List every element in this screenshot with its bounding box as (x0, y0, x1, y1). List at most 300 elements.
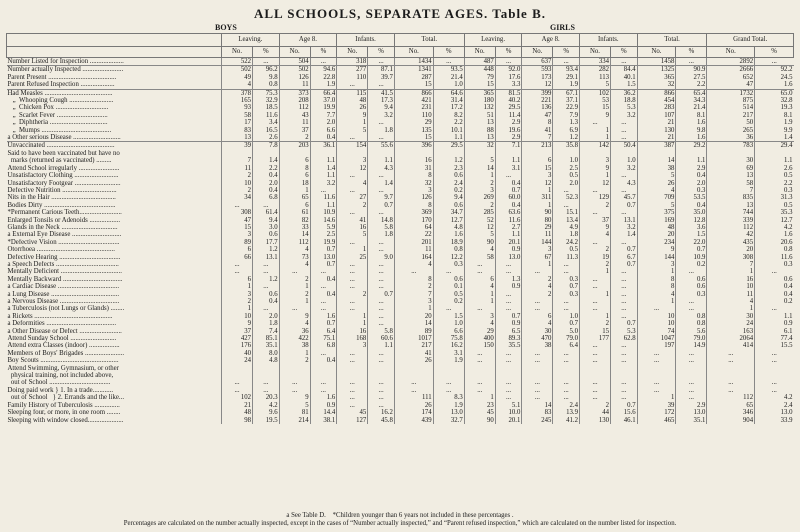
table-cell: 217 (707, 112, 755, 119)
table-cell: 0.4 (755, 291, 794, 298)
table-cell (522, 150, 553, 157)
row-label: Unvaccinated ........................................ (7, 142, 222, 150)
table-cell: 9 (579, 165, 610, 172)
table-cell: 6 (222, 276, 253, 283)
table-cell: 2.5 (553, 165, 580, 172)
table-cell: 2 (222, 298, 253, 305)
table-cell: 29 (464, 328, 495, 335)
table-cell: 0.6 (433, 172, 464, 179)
table-cell (579, 150, 610, 157)
table-cell: 14 (279, 231, 310, 238)
table-cell: 29 (522, 224, 553, 231)
table-cell: 4.8 (433, 224, 464, 231)
table-cell: 65.4 (676, 89, 707, 97)
table-cell: 0.7 (495, 187, 522, 194)
table-cell: 144 (522, 239, 553, 246)
table-cell: 90.9 (676, 66, 707, 74)
table-cell: 110 (394, 112, 433, 119)
table-cell: ... (553, 261, 580, 268)
table-cell: 0.7 (310, 320, 337, 327)
table-cell: ... (337, 379, 368, 386)
table-cell: 1.1 (310, 157, 337, 164)
table-cell: 0.7 (611, 402, 638, 409)
table-cell: 15 (579, 104, 610, 111)
group-header: Age 8. (279, 34, 337, 47)
table-cell: 14 (464, 165, 495, 172)
table-cell: 51 (464, 112, 495, 119)
table-cell: 11.6 (310, 194, 337, 201)
table-cell: 75.8 (433, 335, 464, 342)
table-cell: ... (637, 379, 676, 386)
table-cell: 285 (464, 209, 495, 216)
table-cell: ... (253, 283, 280, 290)
table-cell: 2.0 (310, 119, 337, 126)
table-cell: 1 (222, 283, 253, 290)
table-cell: 0.4 (310, 134, 337, 142)
table-cell: 2.7 (495, 224, 522, 231)
table-cell: 41 (394, 350, 433, 357)
table-cell: 2.4 (433, 180, 464, 187)
table-cell: 2666 (707, 66, 755, 74)
table-cell: ... (464, 350, 495, 357)
table-cell: ... (337, 298, 368, 305)
table-row (7, 335, 794, 342)
table-cell: 308 (707, 254, 755, 261)
table-cell: 4.3 (611, 180, 638, 187)
row-label: Enlarged Tonsils or Adenoids .................. (7, 216, 121, 224)
table-cell: ... (368, 394, 395, 401)
table-cell: ... (611, 357, 638, 364)
table-cell: ... (522, 387, 553, 394)
table-cell: ... (279, 268, 310, 275)
table-cell: 92.2 (755, 66, 794, 74)
row-label: physical training, not included above, (7, 372, 114, 380)
table-cell: 502 (222, 66, 253, 74)
table-cell: 2.0 (253, 180, 280, 187)
table-cell: ... (337, 268, 368, 275)
table-cell: ... (433, 58, 464, 66)
table-cell: 3.2 (611, 224, 638, 231)
table-cell: 1 (637, 268, 676, 275)
row-label: Glands in the Neck ................................. (7, 223, 118, 231)
table-cell: 8 (394, 276, 433, 283)
table-cell: 64 (394, 224, 433, 231)
table-cell: 448 (464, 66, 495, 74)
table-cell: 5 (637, 202, 676, 209)
table-cell: ... (433, 387, 464, 394)
table-cell: 375 (637, 209, 676, 216)
table-cell: 84.4 (611, 66, 638, 74)
table-cell: 132 (464, 104, 495, 111)
table-cell: 20 (637, 231, 676, 238)
table-cell (394, 365, 433, 372)
table-cell: ... (495, 58, 522, 66)
table-cell: 1.6 (676, 134, 707, 142)
table-cell: 20.3 (253, 394, 280, 401)
table-cell: 504 (279, 58, 310, 66)
table-cell: 14 (522, 402, 553, 409)
row-label: a Lung Disease ........................................ (7, 290, 120, 298)
table-cell: 26 (394, 357, 433, 364)
table-cell: ... (579, 239, 610, 246)
table-cell: 10.0 (495, 409, 522, 416)
table-cell: ... (337, 81, 368, 89)
table-cell: 22.9 (553, 104, 580, 111)
table-cell: 60.6 (368, 335, 395, 342)
table-cell: 4.3 (368, 165, 395, 172)
table-cell: 1.1 (755, 313, 794, 320)
table-cell: 37 (279, 127, 310, 134)
table-row (7, 409, 794, 416)
table-cell: 6.4 (553, 342, 580, 349)
table-cell: 170 (394, 217, 433, 224)
row-label: Members of Boys' Brigades ....................... (7, 349, 125, 357)
table-cell: 0.4 (310, 357, 337, 364)
table-cell: 0.7 (611, 246, 638, 253)
table-cell: 4.2 (253, 402, 280, 409)
table-cell: 11 (279, 119, 310, 126)
table-cell: ... (368, 209, 395, 216)
table-cell (337, 372, 368, 379)
table-cell: 0.3 (433, 261, 464, 268)
table-cell: 0.8 (755, 246, 794, 253)
table-cell: 40.1 (611, 74, 638, 81)
table-cell: 1.9 (755, 119, 794, 126)
table-cell: 0.3 (676, 291, 707, 298)
table-row (7, 127, 794, 134)
table-cell: ... (676, 350, 707, 357)
table-cell: 7.1 (495, 142, 522, 150)
table-cell: ... (611, 350, 638, 357)
table-cell: 110 (337, 74, 368, 81)
row-label: Attend School irregularly ........................ (7, 164, 120, 172)
table-cell: 245 (522, 417, 553, 424)
table-cell (464, 150, 495, 157)
table-cell: 2892 (707, 58, 755, 66)
table-cell: 75.3 (253, 89, 280, 97)
table-cell: 16.5 (253, 127, 280, 134)
page-title: ALL SCHOOLS, SEPARATE AGES. Table B. (254, 6, 546, 21)
table-cell: 231 (394, 104, 433, 111)
table-cell: 1.4 (611, 231, 638, 238)
row-label: Defective Nutrition ................................ (7, 186, 117, 194)
table-cell: 34 (222, 194, 253, 201)
table-cell: 1 (579, 313, 610, 320)
table-cell: ... (579, 350, 610, 357)
table-cell (755, 150, 794, 157)
table-cell: 8 (394, 202, 433, 209)
table-cell: 0.9 (310, 402, 337, 409)
table-cell: 16 (337, 328, 368, 335)
table-cell: 102 (222, 394, 253, 401)
table-cell: 11.3 (553, 254, 580, 261)
row-label: Attend Sunday School ........................... (7, 335, 117, 343)
table-cell: 163 (707, 328, 755, 335)
table-cell: 14.6 (310, 217, 337, 224)
table-cell: 465 (637, 417, 676, 424)
table-body (7, 58, 794, 424)
table-cell: 93.4 (553, 66, 580, 74)
table-cell: 6.9 (553, 127, 580, 134)
table-cell: 12 (579, 180, 610, 187)
table-cell: ... (553, 387, 580, 394)
table-cell: 1 (637, 298, 676, 305)
table-row (7, 134, 794, 142)
sub-header: No. (337, 47, 368, 58)
table-cell: 1.1 (495, 157, 522, 164)
table-cell: 2 (222, 172, 253, 179)
table-cell: ... (222, 261, 253, 268)
table-cell: ... (310, 283, 337, 290)
table-cell: ... (368, 379, 395, 386)
table-cell: 2 (522, 276, 553, 283)
table-cell (279, 365, 310, 372)
table-cell: 5.9 (310, 224, 337, 231)
table-cell: 7 (222, 157, 253, 164)
table-cell: 150 (464, 342, 495, 349)
table-cell: 13.4 (553, 217, 580, 224)
table-cell: 11.6 (495, 217, 522, 224)
table-cell: 1.5 (611, 81, 638, 89)
table-cell: 24.2 (553, 239, 580, 246)
table-cell: 115 (337, 89, 368, 97)
table-cell: 55.6 (368, 142, 395, 150)
table-cell: 454 (637, 97, 676, 104)
table-cell: 1458 (637, 58, 676, 66)
table-cell: 17.7 (253, 239, 280, 246)
table-cell: 3.0 (253, 224, 280, 231)
table-cell: 41 (522, 127, 553, 134)
table-cell: 652 (707, 74, 755, 81)
row-label: „ Chicken Pox ............................... (7, 104, 109, 112)
table-cell: 365 (637, 74, 676, 81)
table-cell: 2.3 (433, 165, 464, 172)
table-row (7, 305, 794, 312)
table-cell: 32 (464, 142, 495, 150)
table-cell: 4 (707, 298, 755, 305)
table-cell: ... (611, 187, 638, 194)
table-cell: 3 (637, 261, 676, 268)
table-cell: 17 (222, 119, 253, 126)
table-row (7, 342, 794, 349)
table-cell: 12.8 (676, 217, 707, 224)
table-cell (553, 150, 580, 157)
table-cell: 79 (464, 74, 495, 81)
table-row (7, 365, 794, 372)
table-cell: 3.4 (253, 119, 280, 126)
table-cell: 17.2 (433, 104, 464, 111)
table-cell: ... (579, 305, 610, 312)
table-cell: ... (368, 298, 395, 305)
table-cell: 414 (707, 342, 755, 349)
table-cell: 0.3 (755, 261, 794, 268)
table-cell: 1.9 (433, 402, 464, 409)
table-cell: 208 (279, 97, 310, 104)
table-cell: 164 (394, 254, 433, 261)
table-cell: ... (579, 187, 610, 194)
table-cell: 41.2 (553, 417, 580, 424)
table-cell: 5.3 (611, 104, 638, 111)
sub-header: No. (579, 47, 610, 58)
sub-header: % (611, 47, 638, 58)
row-label: Parent Present ........................................ (7, 73, 117, 81)
table-cell: 0.8 (433, 246, 464, 253)
table-cell: 3 (522, 246, 553, 253)
table-cell: 9 (579, 224, 610, 231)
table-cell: 5.8 (368, 224, 395, 231)
table-row (7, 254, 794, 261)
table-cell: ... (495, 357, 522, 364)
row-label: Attend Swimming, Gymnasium, or other (7, 364, 119, 372)
table-cell: 50 (707, 119, 755, 126)
table-cell: 2 (579, 320, 610, 327)
table-cell: 6.6 (310, 127, 337, 134)
table-cell: 0.4 (310, 291, 337, 298)
footnote: a See Table D. *Children younger than 6 years not included in these percentages . (286, 512, 514, 519)
sub-header: No. (394, 47, 433, 58)
table-cell: 1 (279, 187, 310, 194)
table-cell: 19.3 (755, 104, 794, 111)
table-cell: 9.4 (368, 104, 395, 111)
table-cell: ... (611, 268, 638, 275)
table-row (7, 261, 794, 268)
table-cell: 1 (522, 202, 553, 209)
table-cell: 16 (707, 276, 755, 283)
table-cell: 0.3 (755, 187, 794, 194)
table-cell: 15 (579, 328, 610, 335)
table-cell: ... (611, 209, 638, 216)
table-cell: ... (676, 298, 707, 305)
row-label: Said to have been vaccinated but have no (7, 149, 120, 157)
table-cell: 79.0 (553, 335, 580, 342)
table-cell: 25 (337, 254, 368, 261)
table-cell: ... (337, 350, 368, 357)
table-cell: 85.1 (253, 335, 280, 342)
table-cell: ... (310, 187, 337, 194)
row-label: a Speech Defects ..................................... (7, 260, 119, 268)
table-cell: ... (611, 119, 638, 126)
table-cell: 0.6 (676, 283, 707, 290)
table-cell: ... (755, 268, 794, 275)
table-cell: 89 (394, 328, 433, 335)
table-cell: 15 (464, 81, 495, 89)
table-cell: ... (611, 172, 638, 179)
table-cell: 1.3 (553, 119, 580, 126)
table-cell: 0.4 (676, 202, 707, 209)
table-cell (464, 365, 495, 372)
table-cell: ... (464, 268, 495, 275)
table-cell: 6 (279, 157, 310, 164)
table-cell: 48 (637, 224, 676, 231)
table-cell: 38 (637, 165, 676, 172)
table-cell: 0.5 (433, 291, 464, 298)
table-cell: 1 (279, 350, 310, 357)
table-cell: 1.1 (495, 231, 522, 238)
table-cell: 22.8 (310, 74, 337, 81)
table-cell: 1 (337, 246, 368, 253)
table-cell: 13.0 (310, 254, 337, 261)
table-cell: 422 (279, 335, 310, 342)
table-cell: 19.9 (310, 104, 337, 111)
table-cell: 5.6 (676, 328, 707, 335)
table-row (7, 387, 794, 394)
table-cell: ... (495, 298, 522, 305)
table-cell: ... (222, 379, 253, 386)
table-row (7, 328, 794, 335)
row-label: „ Whooping Cough .......................... (7, 97, 114, 105)
table-cell: 90 (522, 209, 553, 216)
table-cell: ... (553, 305, 580, 312)
table-cell: ... (611, 379, 638, 386)
sub-header: No. (522, 47, 553, 58)
table-cell: 8 (279, 165, 310, 172)
table-cell: 4.2 (755, 394, 794, 401)
table-cell: 13 (464, 134, 495, 142)
table-cell (337, 150, 368, 157)
table-cell (755, 372, 794, 379)
table-cell: 0.6 (433, 202, 464, 209)
table-cell: ... (310, 379, 337, 386)
table-cell (222, 150, 253, 157)
table-cell: ... (253, 261, 280, 268)
table-cell: 6 (279, 172, 310, 179)
table-cell: 10 (707, 283, 755, 290)
table-cell: ... (337, 357, 368, 364)
table-cell: 1 (522, 187, 553, 194)
table-cell: 52.3 (553, 194, 580, 201)
table-cell: 50.4 (611, 142, 638, 150)
table-cell: 0.7 (310, 261, 337, 268)
boys-heading: BOYS (215, 23, 237, 32)
table-cell: ... (553, 268, 580, 275)
table-cell: ... (464, 379, 495, 386)
table-cell: 8.0 (253, 350, 280, 357)
sub-header: No. (637, 47, 676, 58)
table-cell: 0.5 (553, 246, 580, 253)
table-cell: 5 (337, 127, 368, 134)
table-cell: 11 (522, 231, 553, 238)
table-cell: 65 (279, 194, 310, 201)
table-cell: 10.9 (676, 254, 707, 261)
table-cell: 130 (637, 127, 676, 134)
row-label: Sleeping with window closed..................... (7, 416, 124, 424)
table-cell: ... (611, 58, 638, 66)
table-cell: 1 (464, 291, 495, 298)
table-cell: 277 (337, 66, 368, 74)
table-cell: 0.7 (676, 246, 707, 253)
table-cell: 1047 (637, 335, 676, 342)
table-cell: ... (676, 268, 707, 275)
table-cell: 62.8 (611, 335, 638, 342)
table-cell: 1.3 (495, 276, 522, 283)
table-cell: 346 (707, 409, 755, 416)
row-label: a Tuberculosis (not Lungs or Glands) ........ (7, 305, 125, 313)
table-cell: ... (522, 394, 553, 401)
group-header: Infants. (337, 34, 395, 47)
table-cell: 0.1 (433, 283, 464, 290)
table-cell: ... (253, 305, 280, 312)
table-cell: 0.7 (310, 246, 337, 253)
table-cell: ... (337, 394, 368, 401)
table-row (7, 320, 794, 327)
table-cell: 60.0 (495, 194, 522, 201)
table-row (7, 276, 794, 283)
table-cell: 41.5 (368, 89, 395, 97)
table-row (7, 239, 794, 246)
table-cell: 92.0 (495, 66, 522, 74)
table-cell: 12.7 (755, 217, 794, 224)
table-cell: ... (337, 187, 368, 194)
